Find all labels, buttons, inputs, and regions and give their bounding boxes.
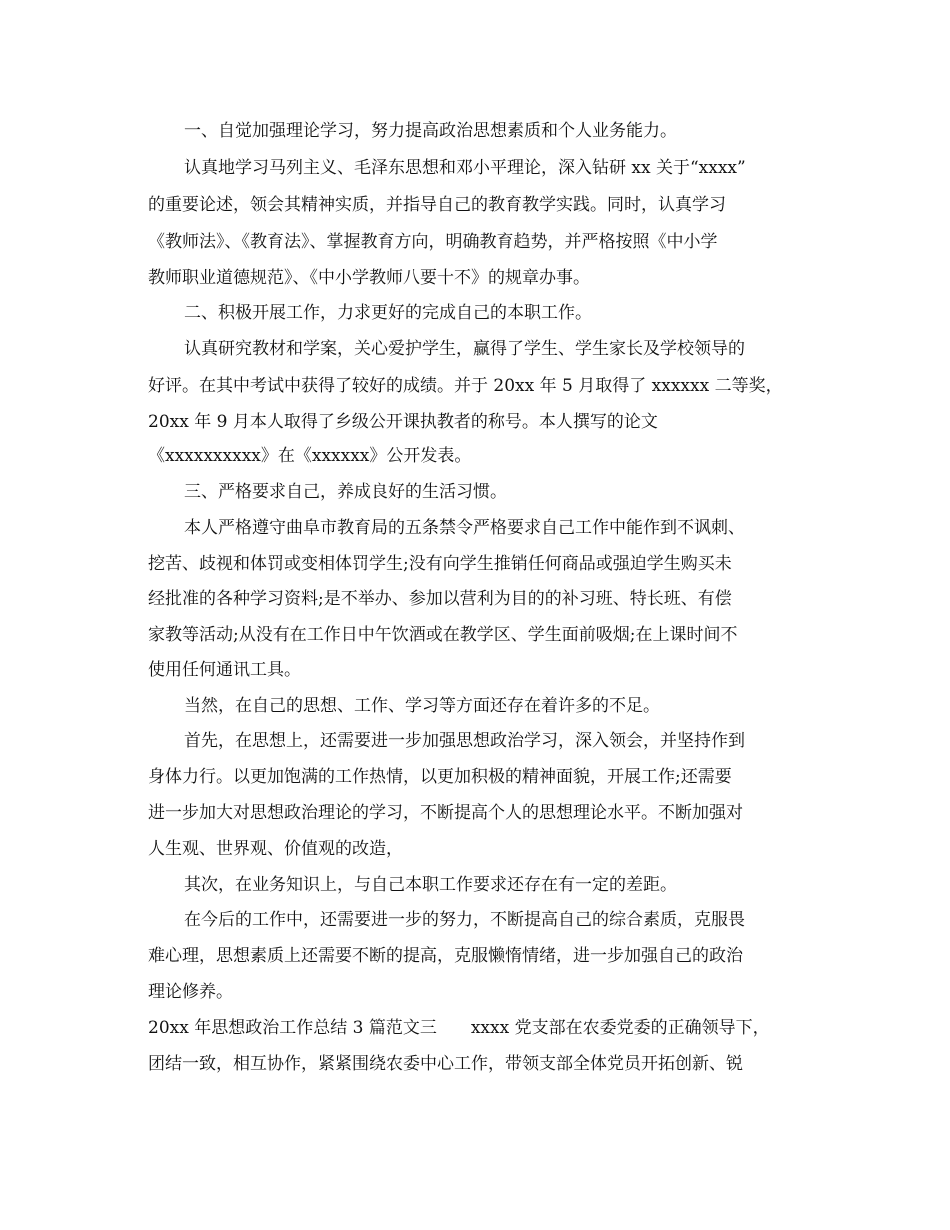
paragraph-line: 其次，在业务知识上，与自己本职工作要求还存在有一定的差距。 bbox=[184, 875, 677, 895]
paragraph-line: 教师职业道德规范》、《中小学教师八要十不》的规章办事。 bbox=[148, 268, 590, 288]
paragraph-line: 20xx 年思想政治工作总结 3 篇范文三 xxxx 党支部在农委党委的正确领导下， bbox=[148, 1018, 770, 1038]
paragraph-line: 难心理，思想素质上还需要不断的提高，克服懒惰情绪，进一步加强自己的政治 bbox=[148, 946, 743, 966]
paragraph-line: 的重要论述，领会其精神实质，并指导自己的教育教学实践。同时，认真学习 bbox=[148, 195, 726, 215]
paragraph-line: 身体力行。以更加饱满的工作热情，以更加积极的精神面貌，开展工作;还需要 bbox=[148, 767, 732, 787]
paragraph-line: 理论修养。 bbox=[148, 982, 233, 1002]
paragraph-line: 团结一致，相互协作，紧紧围绕农委中心工作，带领支部全体党员开拓创新、锐 bbox=[148, 1054, 743, 1074]
paragraph-line: 认真地学习马列主义、毛泽东思想和邓小平理论，深入钻研 xx 关于“xxxx” bbox=[184, 158, 746, 178]
heading-section-1: 一、自觉加强理论学习，努力提高政治思想素质和个人业务能力。 bbox=[184, 121, 677, 141]
paragraph-line: 首先，在思想上，还需要进一步加强思想政治学习，深入领会，并坚持作到 bbox=[184, 731, 745, 751]
heading-section-3: 三、严格要求自己，养成良好的生活习惯。 bbox=[184, 482, 507, 502]
paragraph-line: 经批准的各种学习资料;是不举办、参加以营利为目的的补习班、特长班、有偿 bbox=[148, 589, 732, 609]
paragraph-line: 当然，在自己的思想、工作、学习等方面还存在着许多的不足。 bbox=[184, 696, 660, 716]
paragraph-line: 20xx 年 9 月本人取得了乡级公开课执教者的称号。本人撰写的论文 bbox=[148, 412, 658, 432]
paragraph-line: 人生观、世界观、价值观的改造， bbox=[148, 839, 403, 859]
paragraph-line: 使用任何通讯工具。 bbox=[148, 660, 301, 680]
paragraph-line: 进一步加大对思想政治理论的学习，不断提高个人的思想理论水平。不断加强对 bbox=[148, 803, 743, 823]
paragraph-line: 《教师法》、《教育法》、掌握教育方向，明确教育趋势，并严格按照《中小学 bbox=[148, 232, 718, 252]
paragraph-line: 好评。在其中考试中获得了较好的成绩。并于 20xx 年 5 月取得了 xxxxxx 二等奖， bbox=[148, 376, 783, 396]
paragraph-line: 认真研究教材和学案，关心爱护学生，赢得了学生、学生家长及学校领导的 bbox=[184, 339, 745, 359]
paragraph-line: 家教等活动;从没有在工作日中午饮酒或在教学区、学生面前吸烟;在上课时间不 bbox=[148, 625, 738, 645]
paragraph-line: 本人严格遵守曲阜市教育局的五条禁令严格要求自己工作中能作到不讽刺、 bbox=[184, 518, 745, 538]
paragraph-line: 《xxxxxxxxxx》在《xxxxxx》公开发表。 bbox=[148, 446, 472, 466]
paragraph-line: 在今后的工作中，还需要进一步的努力，不断提高自己的综合素质，克服畏 bbox=[184, 910, 745, 930]
paragraph-line: 挖苦、歧视和体罚或变相体罚学生;没有向学生推销任何商品或强迫学生购买未 bbox=[148, 554, 732, 574]
heading-section-2: 二、积极开展工作，力求更好的完成自己的本职工作。 bbox=[184, 303, 592, 323]
